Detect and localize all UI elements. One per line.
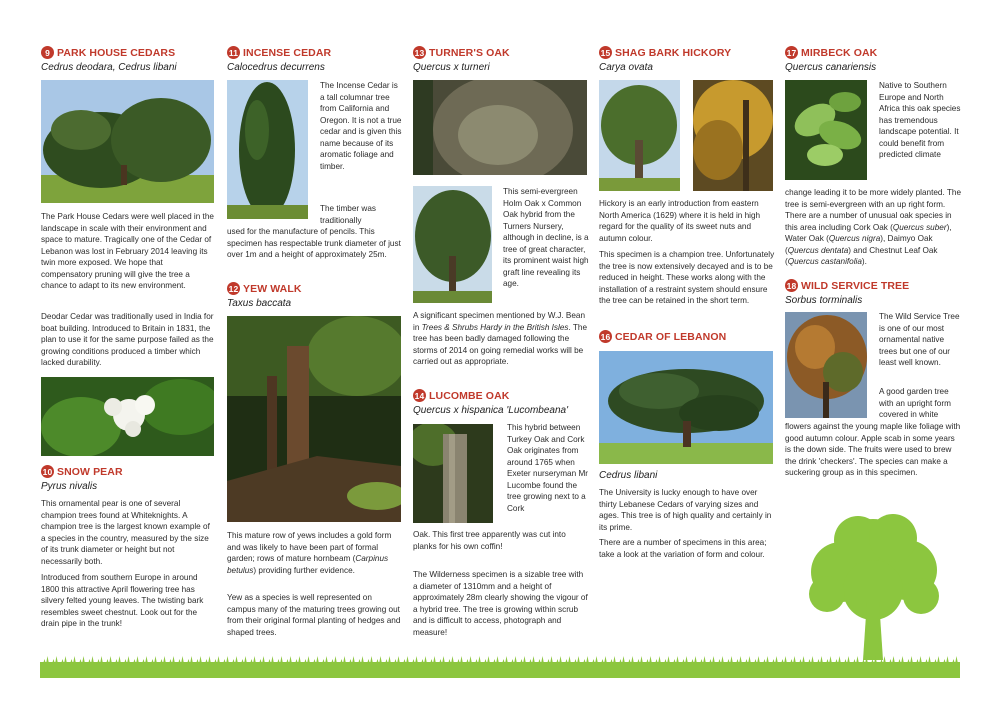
section-number-badge: 17	[786, 47, 797, 58]
section-number-badge: 14	[414, 390, 425, 401]
text-run: ), Daimyo Oak (	[785, 234, 933, 255]
section-14-heading	[413, 389, 509, 402]
section-9-heading	[41, 46, 175, 59]
text-run: ) providing further evidence.	[253, 565, 355, 575]
grass-strip	[40, 652, 960, 678]
park-house-cedars-photo	[41, 80, 214, 203]
latin-name: Quercus canariensis	[785, 62, 877, 73]
italic-species: Quercus suber	[892, 222, 947, 232]
latin-name: Quercus x turneri	[413, 62, 490, 73]
section-16-paragraph-1: The University is lucky enough to have over thirty Lebanese Cedars of varying sizes and ages. This tree is of high quality and certainly in its prime.	[599, 488, 772, 532]
section-number-badge: 13	[414, 47, 425, 58]
snow-pear-photo	[41, 377, 214, 456]
section-10-paragraph-2: Introduced from southern Europe in around 1800 this attractive April flowering tree has silvery felted young leaves. The twisting bark resembles sweet chestnut. Look out for the drain pipe in the trunk!	[41, 573, 204, 628]
section-13-paragraph-1: This semi-evergreen Holm Oak x Common Oak hybrid from the Turners Nursery, although in decline, is a tree of great character, its prominent waist high graft line revealing its age.	[503, 187, 589, 288]
section-13-paragraph-2	[413, 310, 589, 368]
turners-oak-trunk-photo	[413, 80, 587, 175]
text-run: This mature row of yews includes a gold form and was likely to have been part of formal garden; rows of mature hornbeam (	[227, 531, 392, 563]
turners-oak-tree-photo	[413, 186, 492, 303]
latin-name: Calocedrus decurrens	[227, 62, 325, 73]
section-title: MIRBECK OAK	[801, 46, 878, 59]
section-title: PARK HOUSE CEDARS	[57, 46, 176, 59]
text-run: change leading it to be more widely planted. The tree is semi-evergreen with an up right form. There are a number of unusual oak species in this area including Cork Oak (	[785, 188, 961, 232]
section-number-badge: 16	[600, 331, 611, 342]
shag-bark-hickory-photo-2	[693, 80, 773, 191]
wild-service-tree-photo	[785, 312, 867, 418]
section-title: YEW WALK	[243, 282, 302, 295]
section-number-badge: 18	[786, 280, 797, 291]
section-12-heading	[227, 282, 302, 295]
section-15-paragraph-2: This specimen is a champion tree. Unfortunately the tree is now extensively decayed and is to be reduced in height. These works along with the installation of a restraint system should ensure the tree can be retained in the short term.	[599, 250, 775, 305]
shag-bark-hickory-photo-1	[599, 80, 680, 191]
section-16-heading	[599, 330, 726, 343]
italic-book-title: Trees & Shrubs Hardy in the British Isles	[421, 322, 569, 332]
section-title: LUCOMBE OAK	[429, 389, 510, 402]
section-title: SNOW PEAR	[57, 465, 123, 478]
text-run: ), Water Oak (	[785, 222, 952, 243]
section-title: SHAG BARK HICKORY	[615, 46, 732, 59]
section-14-paragraph-1b: Oak. This first tree apparently was cut into planks for his own coffin!	[413, 530, 566, 551]
italic-species: Quercus dentata	[787, 245, 849, 255]
section-11-paragraph-2a: The timber was traditionally	[320, 204, 376, 225]
section-12-paragraph-1	[227, 530, 401, 576]
section-10-paragraph-1: This ornamental pear is one of several champion trees found at Whiteknights. A champion tree is the largest known example of a species in the country, measured by the size of its trunk diameter or height but not necessarily both.	[41, 499, 210, 566]
section-11-paragraph-2b: used for the manufacture of pencils. This specimen has respectable trunk diameter of just over 1m and a height of approximately 25m.	[227, 227, 401, 259]
section-14-paragraph-1a: This hybrid between Turkey Oak and Cork Oak originates from around 1765 when Exeter nurseryman Mr Lucombe found the tree growing next to a Cork	[507, 423, 588, 513]
latin-name: Sorbus torminalis	[785, 295, 863, 306]
text-run: A significant specimen mentioned by W.J. Bean in	[413, 311, 586, 332]
section-13-heading	[413, 46, 510, 59]
section-number-badge: 10	[42, 466, 53, 477]
section-18-heading	[785, 279, 909, 292]
latin-name: Taxus baccata	[227, 298, 292, 309]
section-number-badge: 12	[228, 283, 239, 294]
section-number-badge: 11	[228, 47, 239, 58]
decorative-tree-icon	[803, 510, 943, 660]
section-11-heading	[227, 46, 331, 59]
section-number-badge: 9	[41, 46, 54, 59]
latin-name: Quercus x hispanica 'Lucombeana'	[413, 405, 569, 416]
cedar-of-lebanon-photo	[599, 351, 773, 464]
lucombe-oak-photo	[413, 424, 493, 523]
section-title: TURNER'S OAK	[429, 46, 510, 59]
incense-cedar-photo	[227, 80, 308, 219]
section-17-paragraph-1b	[785, 187, 961, 268]
section-18-paragraph-2b: flowers against the young maple like foliage with good autumn colour. Apple scab in some years is the down side. The fruits were used to brew the drink 'checkers'. The species can make a suckering group as in this specimen.	[785, 422, 961, 477]
italic-species: Carpinus betulus	[227, 554, 389, 575]
section-9-paragraph-2: Deodar Cedar was traditionally used in India for boat building. Introduced to Britain in 1831, the plan to use it for the same purpose failed as the growing conditions produced a timber which lacked durability.	[41, 312, 214, 367]
section-18-paragraph-1: The Wild Service Tree is one of our most ornamental native trees but one of our least well known.	[879, 312, 960, 367]
section-16-paragraph-2: There are a number of specimens in this area; take a look at the variation of form and colour.	[599, 538, 767, 559]
section-title: WILD SERVICE TREE	[801, 279, 910, 292]
text-run: ) and Chestnut Leaf Oak (	[785, 245, 938, 266]
text-run: . The tree has been badly damaged following the storms of 2014 on going remedial works will be carried out as appropriate.	[413, 322, 587, 366]
section-17-paragraph-1a: Native to Southern Europe and North Africa this oak species has tremendous landscape potential. It could benefit from predicted climate	[879, 81, 961, 159]
section-10-heading	[41, 465, 123, 478]
section-15-paragraph-1: Hickory is an early introduction from eastern North America (1629) where it is held in high regard for the quality of its sweet nuts and autumn colour.	[599, 199, 761, 243]
section-15-heading	[599, 46, 731, 59]
text-run: ).	[861, 257, 867, 266]
section-18-paragraph-2a: A good garden tree with an upright form covered in white	[879, 387, 951, 419]
latin-name: Carya ovata	[599, 62, 653, 73]
latin-name: Pyrus nivalis	[41, 481, 98, 492]
section-14-paragraph-2: The Wilderness specimen is a sizable tree with a diameter of 1310mm and a height of approximately 28m clearly showing the vigour of a hybrid tree. The tree is growing within scrub and is difficult to access, photograph and measure!	[413, 570, 588, 637]
section-title: CEDAR OF LEBANON	[615, 330, 727, 343]
latin-name: Cedrus deodara, Cedrus libani	[41, 62, 177, 73]
latin-name: Cedrus libani	[599, 470, 658, 481]
italic-species: Quercus castanifolia	[787, 257, 862, 266]
section-number-badge: 15	[600, 47, 611, 58]
mirbeck-oak-leaves-photo	[785, 80, 867, 180]
section-11-paragraph-1: The Incense Cedar is a tall columnar tree from California and Oregon. It is not a true cedar and is given this name because of its aromatic foliage and timber.	[320, 81, 402, 171]
italic-species: Quercus nigra	[828, 234, 881, 243]
yew-walk-photo	[227, 316, 401, 522]
section-12-paragraph-2: Yew as a species is well represented on campus many of the maturing trees growing out from their original formal planting of hedges and shaped trees.	[227, 593, 401, 637]
section-17-heading	[785, 46, 877, 59]
section-title: INCENSE CEDAR	[243, 46, 332, 59]
section-9-paragraph-1: The Park House Cedars were well placed in the landscape in scale with their environment and space to mature. Tragically one of the Cedar of Lebanon was lost in February 2014 leaving its twin more exposed. We hope that compensatory pruning will give the tree a chance to adapt to its new environment.	[41, 212, 214, 290]
